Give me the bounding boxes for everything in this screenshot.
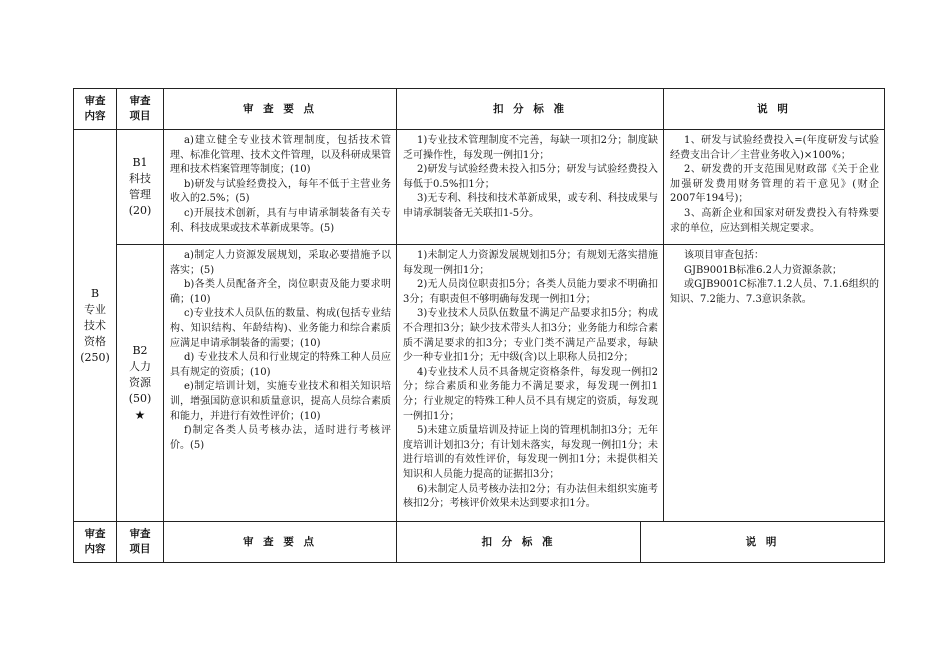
table-row-b2: [74, 245, 885, 522]
footer-split-cell: [397, 522, 885, 563]
deduction-standard-b1: 1)专业技术管理制度不完善，每缺一项扣2分；制度缺乏可操作性，每发现一例扣1分； 2)研发与试验经费未投入扣5分；研发与试验经费投入每低于0.5%扣1分； 3)无专利、科技和技术革新成果，或专利、科技成果与申请承制装备无关联扣1-5分。: [397, 130, 664, 245]
header-review-content: 审查 内容: [74, 89, 117, 130]
review-points-b2: a)制定人力资源发展规划，采取必要措施予以落实；(5) b)各类人员配备齐全，岗位职责及能力要求明确；(10) c)专业技术人员队伍的数量、构成(包括专业结构、知识结构、年龄结构)、业务能力和综合素质应满足申请承制装备的需要；(10) d) 专业技术人员和行业规定的特殊工种人员应具有规定的资质；(10) e)制定培训计划，实施专业技术和相关知识培训，增强国防意识和质量意识，提高人员综合素质和能力，并进行有效性评价；(10) f)制定各类人员考核办法，适时进行考核评价。(5): [164, 245, 397, 522]
table-header-row: [74, 89, 885, 130]
review-table: [73, 88, 884, 559]
footer-deduction-standard: 扣 分 标 准: [397, 522, 641, 562]
notes-b2: 该项目审查包括： GJB9001B标准6.2人力资源条款； 或GJB9001C标准7.1.2人员、7.1.6组织的知识、7.2能力、7.3意识条款。: [664, 245, 885, 522]
footer-review-item: 审查 项目: [117, 522, 164, 563]
table-footer-row: [74, 522, 885, 563]
star-icon: ★: [134, 408, 146, 422]
deduction-standard-b2: 1)未制定人力资源发展规划扣5分；有规划无落实措施每发现一例扣1分； 2)无人员岗位职责扣5分；各类人员能力要求不明确扣3分；有职责但不够明确每发现一例扣1分； 3)专业技术人员队伍数量不满足产品要求扣5分；构成不合理扣3分；缺少技术带头人扣3分；业务能力和综合素质不满足要求的扣3分；专业门类不满足产品要求，每缺少一种专业扣1分；无中级(含)以上职称人员扣2分； 4)专业技术人员不具备规定资格条件，每发现一例扣2分；综合素质和业务能力不满足要求，每发现一例扣1分；行业规定的特殊工种人员不具有规定的资质，每发现一例扣1分； 5)未建立质量培训及持证上岗的管理机制扣3分；无年度培训计划扣3分；有计划未落实，每发现一例扣1分；未进行培训的有效性评价，每发现一例扣1分；未提供相关知识和人员能力提高的证据扣3分； 6)未制定人员考核办法扣2分；有办法但未组织实施考核扣2分；考核评价效果未达到要求扣1分。: [397, 245, 664, 522]
review-points-b1: a)建立健全专业技术管理制度，包括技术管理、标准化管理、技术文件管理，以及科研成果管理和技术档案管理等制度；(10) b)研发与试验经费投入，每年不低于主营业务收入的2.5%；(5) c)开展技术创新，具有与申请承制装备有关专利、科技成果或技术革新成果等。(5): [164, 130, 397, 245]
table-row-b1: [74, 130, 885, 245]
header-review-item: 审查 项目: [117, 89, 164, 130]
header-notes: 说 明: [664, 89, 885, 130]
notes-b1: 1、研发与试验经费投入=(年度研发与试验经费支出合计／主营业务收入)×100%； 2、研发费的开支范围见财政部《关于企业加强研发费用财务管理的若干意见》(财企2007年194号)； 3、高新企业和国家对研发费投入有特殊要求的单位，应达到相关规定要求。: [664, 130, 885, 245]
category-cell: B 专业 技术 资格 (250): [74, 130, 117, 522]
footer-review-points: 审 查 要 点: [164, 522, 397, 563]
header-deduction-standard: 扣 分 标 准: [397, 89, 664, 130]
category-score: (250): [80, 350, 110, 364]
header-review-points: 审 查 要 点: [164, 89, 397, 130]
item-cell-b1: B1 科技 管理 (20): [117, 130, 164, 245]
footer-notes: 说 明: [745, 535, 780, 548]
footer-review-content: 审查 内容: [74, 522, 117, 563]
item-cell-b2: B2 人力 资源 (50) ★: [117, 245, 164, 522]
category-code: B: [90, 286, 100, 300]
